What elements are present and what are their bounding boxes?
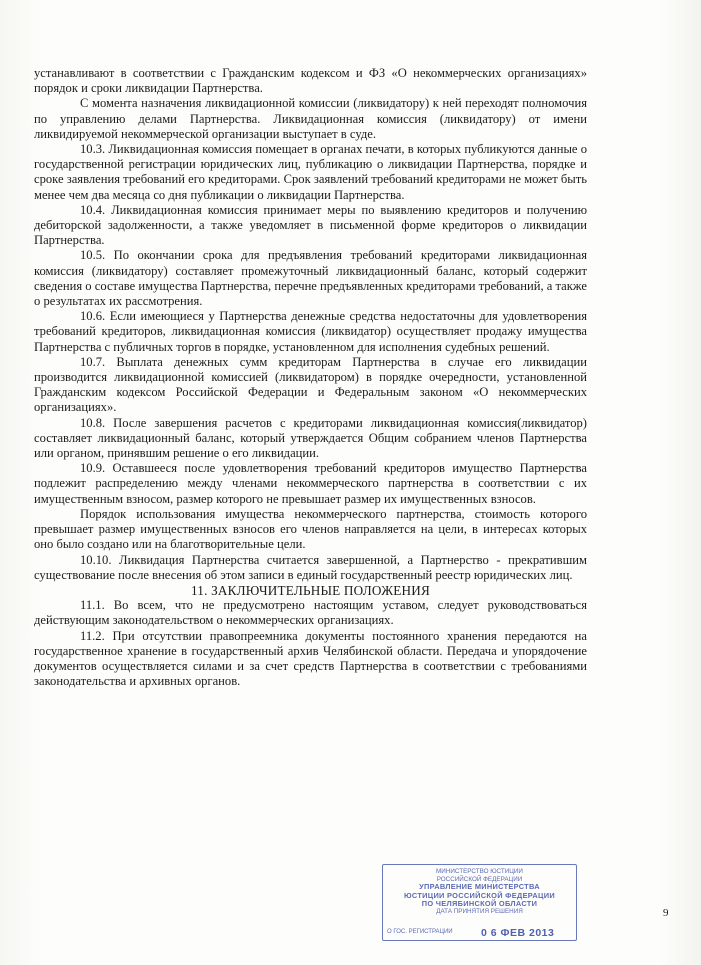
stamp-line: ДАТА ПРИНЯТИЯ РЕШЕНИЯ: [436, 908, 523, 916]
section-11: [34, 598, 587, 689]
section-10-continuation: [34, 66, 587, 583]
paragraph: 10.4. Ликвидационная комиссия принимает меры по выявлению кредиторов и получению дебиторской задолженности, а также уведомляет в письменной форме кредиторов о ликвидации Партнерства.: [34, 202, 587, 248]
paragraph: 11.1. Во всем, что не предусмотрено настоящим уставом, следует руководствоваться действующим законодательством о некоммерческих организациях.: [34, 598, 587, 628]
paragraph: 10.5. По окончании срока для предъявления требований кредиторами ликвидационная комиссия (ликвидатору) составляет промежуточный ликвидационный баланс, который содержит сведения о составе имущества Партнерства, перечне предъявленных кредиторами требований, а также о результатах их рассмотрения.: [34, 248, 587, 309]
paragraph: С момента назначения ликвидационной комиссии (ликвидатору) к ней переходят полномочия по управлению делами Партнерства. Ликвидационная комиссия (ликвидатору) от имени ликвидируемой некоммерческой организации выступает в суде.: [34, 96, 587, 141]
registration-stamp: [382, 864, 577, 941]
paragraph: 10.6. Если имеющиеся у Партнерства денежные средства недостаточны для удовлетворения требований кредиторов, ликвидационная комиссия (ликвидатор) осуществляет продажу имущества Партнерства с публичных торгов в порядке, установленном для исполнения судебных решений.: [34, 309, 587, 354]
stamp-line: ЮСТИЦИИ РОССИЙСКОЙ ФЕДЕРАЦИИ: [404, 890, 555, 900]
paragraph: устанавливают в соответствии с Гражданским кодексом и ФЗ «О некоммерческих организациях» порядок и сроки ликвидации Партнерства.: [34, 66, 587, 96]
stamp-line: МИНИСТЕРСТВО ЮСТИЦИИ: [436, 868, 523, 875]
paragraph: 10.3. Ликвидационная комиссия помещает в органах печати, в которых публикуются данные о государственной регистрации юридических лиц, публикацию о ликвидации Партнерства, порядке и сроке заявления требований его кредиторами. Срок заявлений требований кредиторами не может быть менее чем два месяца со дня публикации о ликвидации Партнерства.: [34, 142, 587, 202]
page-number: 9: [663, 907, 669, 919]
stamp-registration-label: О ГОС. РЕГИСТРАЦИИ: [387, 929, 453, 936]
paragraph: 10.9. Оставшееся после удовлетворения требований кредиторов имущество Партнерства подлежит распределению между членами некоммерческого партнерства в соответствии с их имущественным взносом, размер которого не превышает размер их имущественных взносов.: [34, 461, 587, 506]
stamp-line: РОССИЙСКОЙ ФЕДЕРАЦИИ: [436, 875, 523, 883]
paragraph: Порядок использования имущества некоммерческого партнерства, стоимость которого превышает размер имущественных взносов его членов направляется на цели, в интересах которых оно было создано или на благотворительные цели.: [34, 506, 587, 552]
section-heading: 11. ЗАКЛЮЧИТЕЛЬНЫЕ ПОЛОЖЕНИЯ: [191, 582, 430, 598]
stamp-date: 0 6 ФЕВ 2013: [481, 927, 555, 940]
document-body: [34, 66, 587, 689]
stamp-line: ПО ЧЕЛЯБИНСКОЙ ОБЛАСТИ: [421, 899, 538, 908]
paragraph: 10.10. Ликвидация Партнерства считается завершенной, а Партнерство - прекратившим существование после внесения об этом записи в единый государственный реестр юридических лиц.: [34, 552, 587, 582]
paragraph: 10.7. Выплата денежных сумм кредиторам Партнерства в случае его ликвидации производится ликвидационной комиссией (ликвидатором) в порядке очередности, установленной Гражданским кодексом Российской Федерации и Федеральным законом «О некоммерческих организациях».: [34, 354, 587, 415]
paragraph: 10.8. После завершения расчетов с кредиторами ликвидационная комиссия(ликвидатор) составляет ликвидационный баланс, который утверждается Общим собранием членов Партнерства или органом, принявшим решение о его ликвидации.: [34, 415, 587, 461]
paragraph: 11.2. При отсутствии правопреемника документы постоянного хранения передаются на государственное хранение в государственный архив Челябинской области. Передача и упорядочение документов осуществляется силами и за счет средств Партнерства в соответствии с требованиями законодательства и архивных органов.: [34, 628, 587, 689]
stamp-line: УПРАВЛЕНИЕ МИНИСТЕРСТВА: [419, 882, 540, 892]
